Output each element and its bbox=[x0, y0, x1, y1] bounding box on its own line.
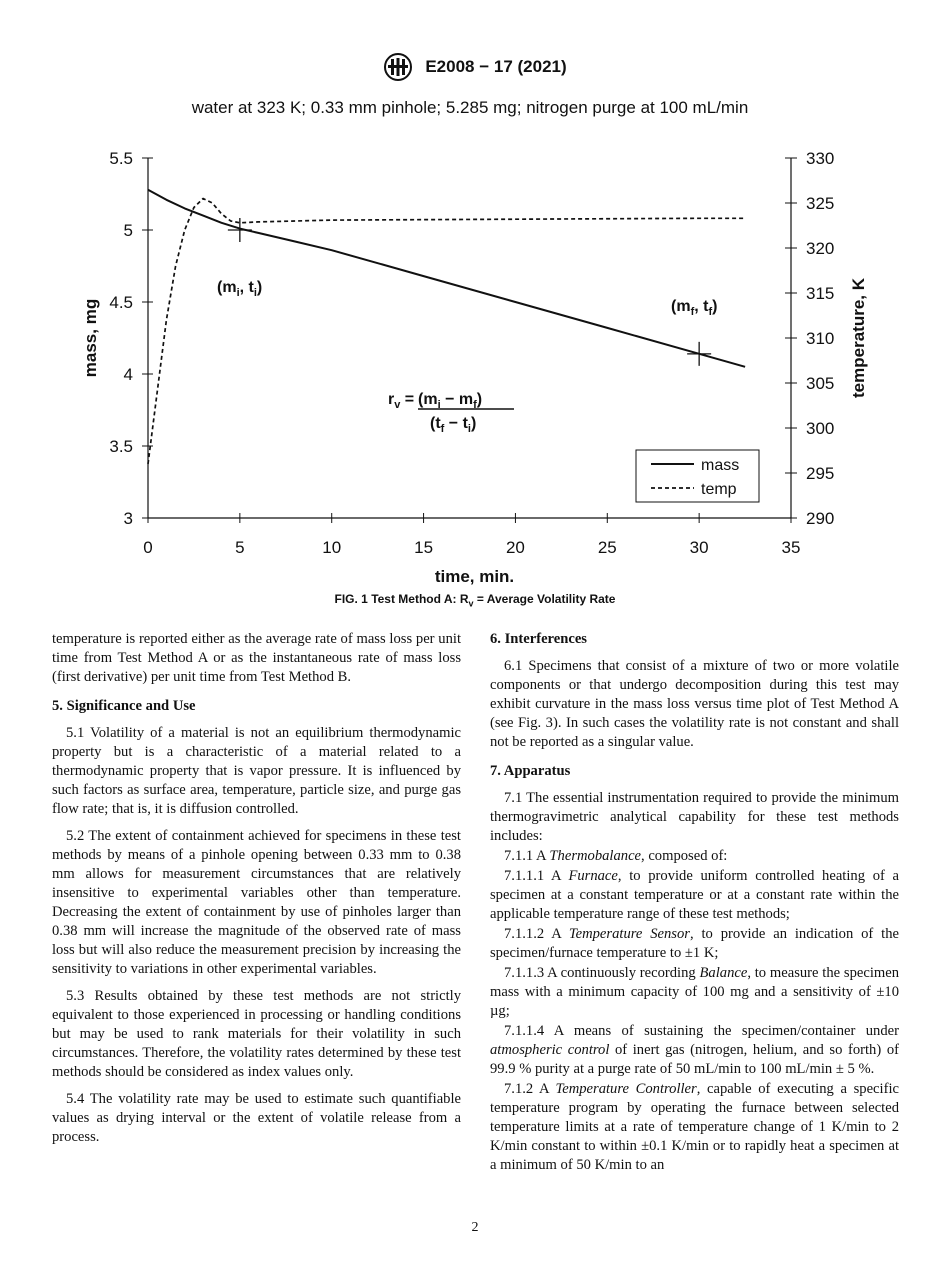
legend-box bbox=[636, 450, 759, 502]
x-tick-label: 0 bbox=[143, 538, 153, 557]
x-tick-label: 5 bbox=[235, 538, 245, 557]
figure-caption: FIG. 1 Test Method A: $R_v$ = Average Volatility Rate bbox=[334, 592, 616, 609]
formula-lhs: $r_v$ = bbox=[388, 391, 415, 411]
paragraph-7-1-1-4: 7.1.1.4 A means of sustaining the specimen/container under atmospheric control of inert gas (nitrogen, helium, and so forth) of 99.9 % purity at a purge rate of 50 mL/min to 100 mL/min ± 5 %. bbox=[490, 1023, 899, 1077]
y2-tick-label: 315 bbox=[806, 284, 835, 303]
figure-1-chart bbox=[0, 88, 950, 588]
left-column bbox=[52, 630, 461, 1155]
y2-tick-label: 310 bbox=[806, 329, 835, 348]
y2-tick-label: 305 bbox=[806, 374, 835, 393]
final-point-label: ($m_f$, $t_f$) bbox=[671, 298, 718, 318]
paragraph-7-1-2: 7.1.2 A Temperature Controller, capable of executing a specific temperature program by operating the furnace between selected temperature limits at a rate of temperature change of 1 K/min to 2 K/min constant to within ±0.1 K/min or to rapidly heat a specimen at a minimum of 50 K/min to an bbox=[490, 1081, 899, 1173]
y2-tick-label: 325 bbox=[806, 194, 835, 213]
x-tick-label: 10 bbox=[322, 538, 342, 557]
y2-tick-label: 330 bbox=[806, 149, 835, 168]
paragraph-6-1: 6.1 Specimens that consist of a mixture of two or more volatile components or that undergo decomposition during this test may exhibit curvature in the mass loss versus time plot of Test Method A (see Fig. 3). In such cases the volatility rate is not constant and shall not be reported as a singular value. bbox=[490, 658, 899, 750]
right-column bbox=[490, 630, 899, 1176]
y-tick-label: 3 bbox=[123, 509, 133, 528]
x-tick-label: 20 bbox=[505, 538, 525, 557]
page-header bbox=[0, 52, 950, 82]
page-number: 2 bbox=[471, 1220, 479, 1235]
astm-logo-icon bbox=[383, 52, 413, 82]
legend-label-temp: temp bbox=[701, 481, 737, 498]
x-tick-label: 25 bbox=[597, 538, 617, 557]
formula-denominator: $(t_f - t_i)$ bbox=[430, 415, 477, 435]
chart-title: water at 323 K; 0.33 mm pinhole; 5.285 mg; nitrogen purge at 100 mL/min bbox=[191, 98, 749, 117]
paragraph-5-3: 5.3 Results obtained by these test methods are not strictly equivalent to those experienced in processing or handling conditions but may be used to rank materials for their volatility in such circumstances. Therefore, the volatility rates determined by these test methods should be considered as index values only. bbox=[52, 988, 461, 1080]
paragraph-7-1-1-1: 7.1.1.1 A Furnace, to provide uniform controlled heating of a specimen at a constant temperature or at a constant rate within the applicable temperature range of these test methods; bbox=[490, 868, 900, 922]
x-tick-label: 15 bbox=[414, 538, 434, 557]
x-tick-label: 35 bbox=[781, 538, 801, 557]
paragraph-7-1: 7.1 The essential instrumentation required to provide the minimum thermogravimetric analytical capability for these test methods includes: bbox=[490, 790, 899, 844]
x-axis-label: time, min. bbox=[434, 567, 515, 586]
paragraph-7-1-1-3: 7.1.1.3 A continuously recording Balance, to measure the specimen mass with a minimum capacity of 100 mg and a sensitivity of ±10 µg; bbox=[490, 965, 899, 1019]
y-tick-label: 5.5 bbox=[109, 149, 133, 168]
chart-annotations bbox=[217, 279, 717, 435]
y2-tick-label: 300 bbox=[806, 419, 835, 438]
initial-point-label: ($m_i$, $t_i$) bbox=[217, 279, 263, 299]
paragraph-5-1: 5.1 Volatility of a material is not an equilibrium thermodynamic property but is a characteristic of a material related to a thermodynamic property that is vapor pressure. It is influenced by such factors as surface area, temperature, particle size, and purge gas flow rate; that is, it is diffusion controlled. bbox=[52, 725, 461, 817]
paragraph-7-1-1: 7.1.1 A Thermobalance, composed of: bbox=[504, 848, 728, 864]
y-tick-label: 5 bbox=[123, 221, 133, 240]
y2-axis-label: temperature, K bbox=[849, 278, 868, 398]
chart-legend bbox=[636, 450, 759, 502]
y-tick-label: 4 bbox=[123, 365, 133, 384]
y-tick-label: 4.5 bbox=[109, 293, 133, 312]
x-tick-label: 30 bbox=[689, 538, 709, 557]
legend-label-mass: mass bbox=[701, 457, 740, 474]
paragraph-7-1-1-2: 7.1.1.2 A Temperature Sensor, to provide an indication of the specimen/furnace temperature to ±1 K; bbox=[490, 926, 899, 961]
y2-tick-label: 290 bbox=[806, 509, 835, 528]
y2-tick-label: 295 bbox=[806, 464, 835, 483]
paragraph-5-2: 5.2 The extent of containment achieved for specimens in these test methods by means of a pinhole opening between 0.33 mm to 0.38 mm allows for measurement circumstances that are relatively insensitive to experimental variables other than temperature. Decreasing the extent of containment by use of pinholes larger than 0.38 mm will increase the magnitude of the observed rate of mass loss but will also reduce the measurement precision by increasing the sensitivity to variations in other experimental variables. bbox=[52, 828, 461, 977]
y2-tick-label: 320 bbox=[806, 239, 835, 258]
section-heading-6: 6. Interferences bbox=[490, 631, 587, 647]
y-tick-label: 3.5 bbox=[109, 437, 133, 456]
paragraph-5-4: 5.4 The volatility rate may be used to estimate such quantifiable values as drying interval or the extent of volatile release from a process. bbox=[52, 1091, 461, 1145]
paragraph-continuation: temperature is reported either as the average rate of mass loss per unit time from Test Method A or as the instantaneous rate of mass loss (first derivative) per unit time from Test Method B. bbox=[52, 631, 461, 685]
section-heading-5: 5. Significance and Use bbox=[52, 698, 196, 714]
y-axis-label: mass, mg bbox=[81, 298, 100, 378]
series-mass-line bbox=[148, 190, 745, 367]
section-heading-7: 7. Apparatus bbox=[490, 763, 571, 779]
document-code: E2008 − 17 (2021) bbox=[425, 57, 567, 76]
formula-numerator: $(m_i - m_f)$ bbox=[418, 391, 483, 411]
